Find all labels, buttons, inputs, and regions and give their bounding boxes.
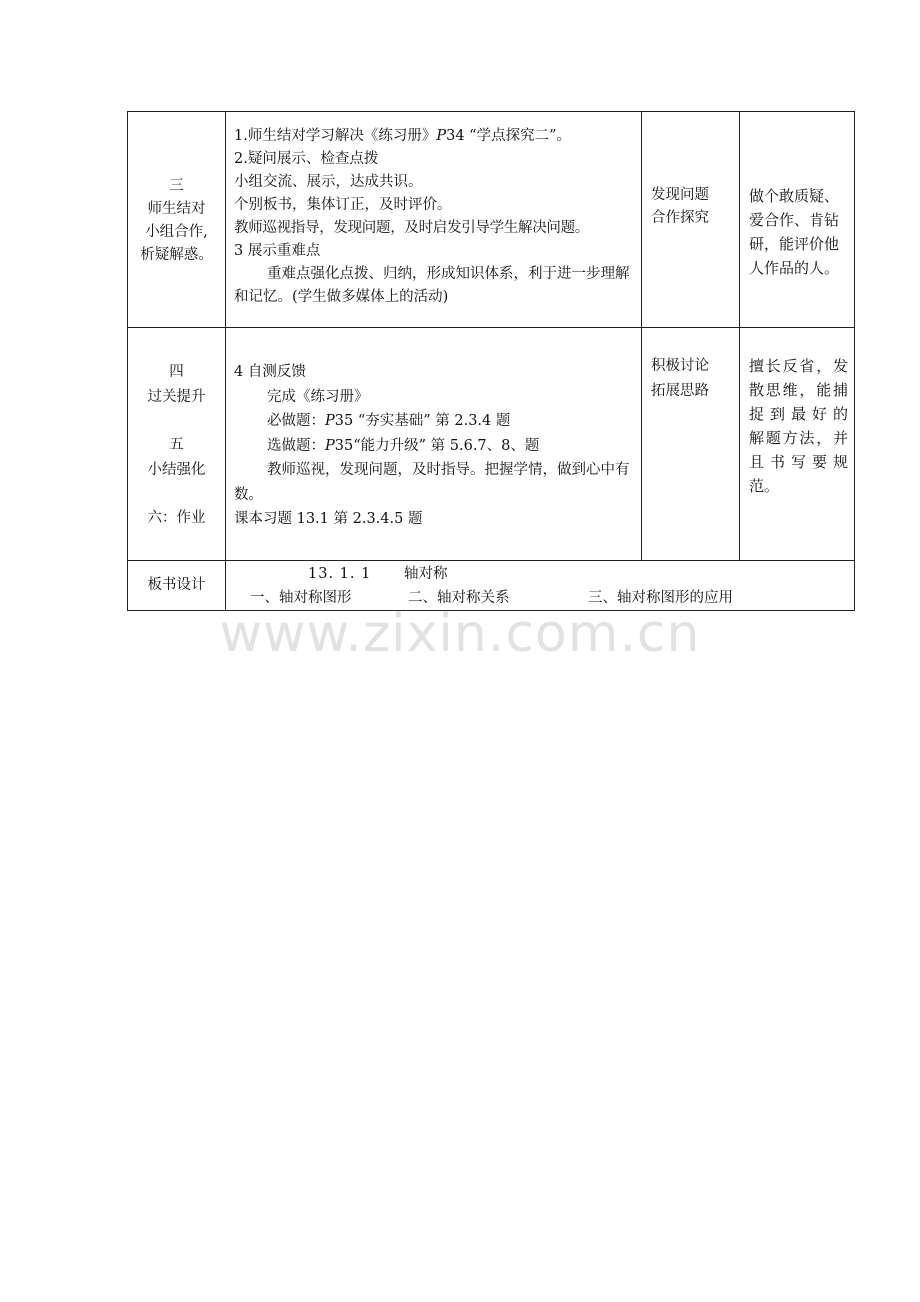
activity-line: 小组交流、展示，达成共识。 — [234, 174, 423, 190]
table-row-stage-3 — [128, 112, 855, 328]
goal-line: 人作品的人。 — [749, 259, 840, 277]
goal-line: 解题方法，并 — [749, 429, 848, 447]
method-cell — [642, 112, 740, 328]
table-row-board-design — [128, 561, 855, 611]
goal-line: 捉 到 最 好 的 — [749, 405, 848, 423]
section-title: 轴对称 — [404, 566, 448, 582]
activity-line: 必做题：P35 “夯实基础” 第 2.3.4 题 — [267, 413, 511, 429]
stage-title-line: 师生结对 — [147, 200, 206, 217]
activity-line: 重难点强化点拨、归纳，形成知识体系，利于进一步理解和记忆。(学生做多媒体上的活动) — [234, 266, 630, 305]
activity-line: 课本习题 13.1 第 2.3.4.5 题 — [234, 511, 423, 527]
stage-title-line: 过关提升 — [147, 388, 206, 405]
goal-line: 范。 — [749, 477, 780, 495]
goal-cell — [740, 328, 855, 561]
stage-number: 五 — [169, 437, 184, 453]
stage-cell — [128, 112, 226, 328]
board-label: 板书设计 — [147, 577, 206, 593]
stage-number: 三 — [169, 177, 184, 194]
board-item: 三、轴对称图形的应用 — [588, 590, 733, 606]
goal-line: 且 书 写 要 规 — [749, 453, 848, 471]
spacer — [128, 409, 225, 433]
method-line: 合作探究 — [651, 210, 709, 226]
activity-line: 个别板书，集体订正，及时评价。 — [234, 197, 452, 213]
method-line: 发现问题 — [651, 187, 709, 203]
goal-line: 爱合作、肯钻 — [749, 211, 840, 229]
section-number: 13. 1. 1 — [308, 566, 372, 582]
activity-line: 3 展示重难点 — [234, 243, 321, 259]
stage-title-line: 析疑解惑。 — [140, 246, 213, 263]
board-item: 二、轴对称关系 — [408, 590, 510, 606]
activity-line: 完成《练习册》 — [267, 388, 369, 405]
board-label-cell — [128, 561, 226, 611]
table-row-stage-4-6 — [128, 328, 855, 561]
activity-line: 选做题：P35“能力升级” 第 5.6.7、8、题 — [267, 437, 540, 454]
board-content-cell — [226, 561, 855, 611]
goal-line: 做个敢质疑、 — [749, 187, 840, 205]
stage-number: 四 — [169, 364, 184, 380]
board-title — [308, 563, 448, 586]
stage-title-line: 小组合作, — [145, 223, 208, 240]
watermark: www.zixin.com.cn — [219, 604, 701, 664]
activity-line: 教师巡视，发现问题，及时指导。把握学情，做到心中有数。 — [234, 462, 630, 503]
activity-line: 2.疑问展示、检查点拨 — [234, 151, 379, 167]
method-cell — [642, 328, 740, 561]
spacer — [128, 482, 225, 506]
stage-title-line: 小结强化 — [147, 461, 206, 478]
activity-line: 1.师生结对学习解决《练习册》P34 “学点探究二”。 — [234, 128, 571, 144]
method-line: 拓展思路 — [651, 382, 709, 399]
stage-cell — [128, 328, 226, 561]
goal-line: 擅长反省，发 — [749, 357, 848, 375]
board-item: 一、轴对称图形 — [250, 590, 352, 606]
activity-line: 4 自测反馈 — [234, 364, 306, 380]
goal-line: 散思维，能捕 — [749, 381, 848, 399]
goal-line: 研，能评价他 — [749, 235, 840, 253]
activity-line: 教师巡视指导，发现问题，及时启发引导学生解决问题。 — [234, 220, 589, 236]
activity-content-cell — [226, 328, 642, 561]
activity-content-cell — [226, 112, 642, 328]
lesson-plan-table — [127, 111, 855, 611]
goal-cell — [740, 112, 855, 328]
method-line: 积极讨论 — [651, 358, 709, 374]
stage-title-line: 六：作业 — [147, 510, 206, 526]
